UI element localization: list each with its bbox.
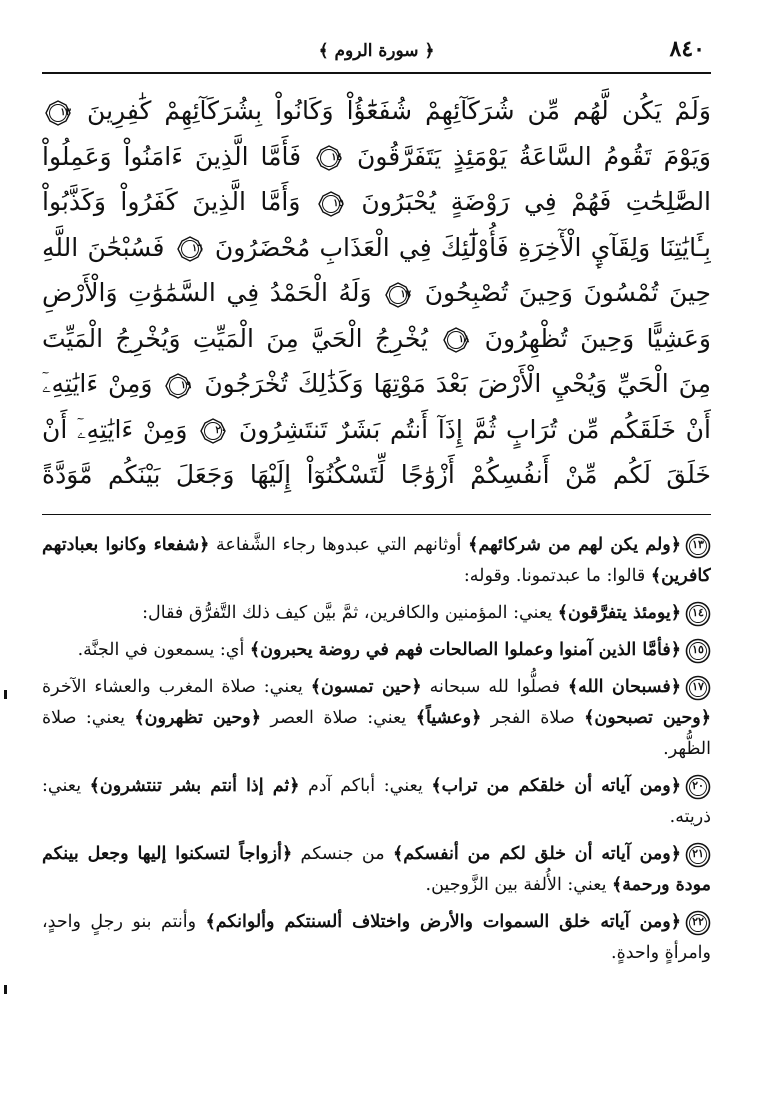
ayah-number-marker	[385, 282, 411, 308]
commentary-text: يعني: الأُلفة بين الزَّوجين.	[425, 875, 613, 895]
ayah-number: ٢٠	[215, 425, 227, 436]
verse-number-marker	[685, 533, 711, 559]
ayah-number: ١٨	[458, 334, 470, 345]
commentary-text: يعني: صلاة الظُّهر.	[42, 708, 711, 759]
ayah-number-marker	[318, 191, 344, 217]
ayah-text: فَسُبْحَٰنَ اللَّهِ حِينَ تُمْسُونَ وَحِينَ تُصْبِحُونَ	[42, 232, 711, 307]
verse-number-marker	[685, 675, 711, 701]
ayah-text: وَمِنْ ءَايَٰتِهِۦٓ أَنْ خَلَقَكُم مِّن تُرَابٍ ثُمَّ إِذَآ أَنتُم بَشَرٌ تَنتَشِرُونَ	[42, 369, 711, 444]
commentary-text: يعني: ذريته.	[42, 776, 711, 827]
commentary-text: يعني: أباكم آدم	[299, 776, 432, 796]
verse-number: ٢٠	[692, 778, 704, 792]
quoted-verse: ﴿وعشياً﴾	[415, 708, 482, 728]
section-divider	[42, 514, 711, 515]
tafsir-entry	[42, 530, 711, 592]
quoted-verse: ﴿وحين تصبحون﴾	[584, 708, 711, 728]
tafsir-entry	[42, 672, 711, 765]
verse-number: ١٧	[692, 679, 704, 693]
ayah-number-marker	[443, 327, 469, 353]
surah-title: ﴿ سورة الروم ﴾	[318, 41, 435, 61]
page-header	[42, 32, 711, 74]
ayah-number-marker	[200, 418, 226, 444]
verse-number-marker	[685, 910, 711, 936]
tafsir-entry	[42, 635, 711, 666]
ayah-number: ١٩	[180, 379, 192, 391]
ayah-text: وَمِنْ ءَايَٰتِهِۦٓ أَنْ خَلَقَ لَكُم مِّنْ أَنفُسِكُمْ أَزْوَٰجًا لِّتَسْكُنُوٓاْ إِلَيْهَا وَجَعَلَ بَيْنَكُم مَّوَدَّةً	[42, 414, 711, 489]
quoted-verse: ﴿ومن آياته أن خلقكم من تراب﴾	[431, 776, 682, 796]
ayah-number-marker	[45, 100, 71, 126]
ayah-text: وَلَهُ الْحَمْدُ فِي السَّمَٰوَٰتِ وَالْأَرْضِ وَعَشِيًّا وَحِينَ تُظْهِرُونَ	[42, 278, 711, 353]
quoted-verse: ﴿شفعاء وكانوا بعبادتهم كافرين﴾	[42, 535, 711, 586]
commentary-text: يعني: المؤمنين والكافرين، ثمَّ بيَّن كيف ذلك التَّفرُّق فقال:	[142, 603, 558, 623]
commentary-text: قالوا: ما عبدتمونا. وقوله:	[463, 566, 651, 586]
commentary-text: فصلُّوا لله سبحانه	[421, 677, 568, 697]
tafsir-entry	[42, 839, 711, 901]
verse-number: ١٥	[692, 642, 704, 656]
quoted-verse: ﴿ومن آياته خلق السموات والأرض واختلاف ألسنتكم وألوانكم﴾	[205, 912, 681, 932]
quoted-verse: ﴿حين تمسون﴾	[310, 677, 422, 697]
verse-number: ١٤	[692, 605, 704, 619]
verse-number: ١٣	[692, 537, 704, 551]
quoted-verse: ﴿وحين تظهرون﴾	[134, 708, 261, 728]
page-number: ٨٤٠	[669, 36, 705, 62]
ayah-number: ١٦	[191, 243, 203, 254]
commentary-text: يعني: صلاة العصر	[261, 708, 416, 728]
commentary-text: أوثانهم التي عبدوها رجاء الشَّفاعة	[209, 535, 469, 555]
quoted-verse: ﴿ثم إذا أنتم بشر تنتشرون﴾	[89, 776, 300, 796]
tafsir-entry	[42, 907, 711, 969]
quoted-verse: ﴿فسبحان الله﴾	[567, 677, 681, 697]
quran-text-block	[42, 88, 711, 498]
tafsir-entry	[42, 598, 711, 629]
ayah-number: ١٤	[331, 152, 343, 163]
verse-number-marker	[685, 601, 711, 627]
ayah-text: وَيَوْمَ تَقُومُ السَّاعَةُ يَوْمَئِذٍ يَتَفَرَّقُونَ	[356, 141, 711, 171]
verse-number-marker	[685, 638, 711, 664]
commentary-text: من جنسكم	[292, 844, 393, 864]
quoted-verse: ﴿أزواجاً لتسكنوا إليها وجعل بينكم مودة ورحمة﴾	[42, 844, 711, 895]
ayah-number-marker	[316, 145, 342, 171]
verse-number: ٢٢	[692, 914, 704, 928]
ayah-text: وَأَمَّا الَّذِينَ كَفَرُواْ وَكَذَّبُواْ بِـَٔايَٰتِنَا وَلِقَآيِٕ الْأٓخِرَةِ فَأُوْلَٰٓئِكَ فِي الْعَذَابِ مُحْضَرُونَ	[42, 187, 711, 262]
ayah-text: وَلَمْ يَكُن لَّهُم مِّن شُرَكَآئِهِمْ شُفَعَٰٓؤُاْ وَكَانُواْ بِشُرَكَآئِهِمْ كَٰفِرِينَ	[87, 96, 711, 125]
commentary-text: أي: يسمعون في الجنَّة.	[77, 640, 250, 660]
commentary-text: وأنتم بنو رجلٍ واحدٍ، وامرأةٍ واحدةٍ.	[42, 912, 711, 963]
verse-number: ٢١	[692, 846, 704, 860]
quoted-verse: ﴿ولم يكن لهم من شركائهم﴾	[468, 535, 681, 555]
ayah-text: يُخْرِجُ الْحَيَّ مِنَ الْمَيِّتِ وَيُخْرِجُ الْمَيِّتَ مِنَ الْحَيِّ وَيُحْيِ الْأَرْضَ بَعْدَ مَوْتِهَا وَكَذَٰلِكَ تُخْرَجُونَ	[42, 323, 711, 398]
ayah-number: ١٣	[60, 106, 71, 118]
scan-mark	[4, 690, 7, 699]
commentary-text: صلاة الفجر	[481, 708, 585, 728]
commentary-text: يعني: صلاة المغرب والعشاء الآخرة	[42, 677, 311, 697]
quoted-verse: ﴿يومئذ يتفرَّقون﴾	[557, 603, 681, 623]
verse-number-marker	[685, 842, 711, 868]
quoted-verse: ﴿ومن آياته أن خلق لكم من أنفسكم﴾	[392, 844, 682, 864]
verse-number-marker	[685, 774, 711, 800]
ayah-text: فَأَمَّا الَّذِينَ ءَامَنُواْ وَعَمِلُواْ الصَّٰلِحَٰتِ فَهُمْ فِي رَوْضَةٍ يُحْبَرُونَ	[42, 141, 711, 216]
ayah-number-marker	[165, 373, 191, 399]
ayah-number: ١٧	[400, 288, 412, 300]
scan-mark	[4, 985, 7, 994]
tafsir-commentary	[42, 530, 711, 1086]
ayah-number: ١٥	[333, 197, 344, 209]
ayah-number-marker	[177, 236, 203, 262]
tafsir-entry	[42, 771, 711, 833]
quoted-verse: ﴿فأمَّا الذين آمنوا وعملوا الصالحات فهم في روضة يحبرون﴾	[249, 640, 681, 660]
